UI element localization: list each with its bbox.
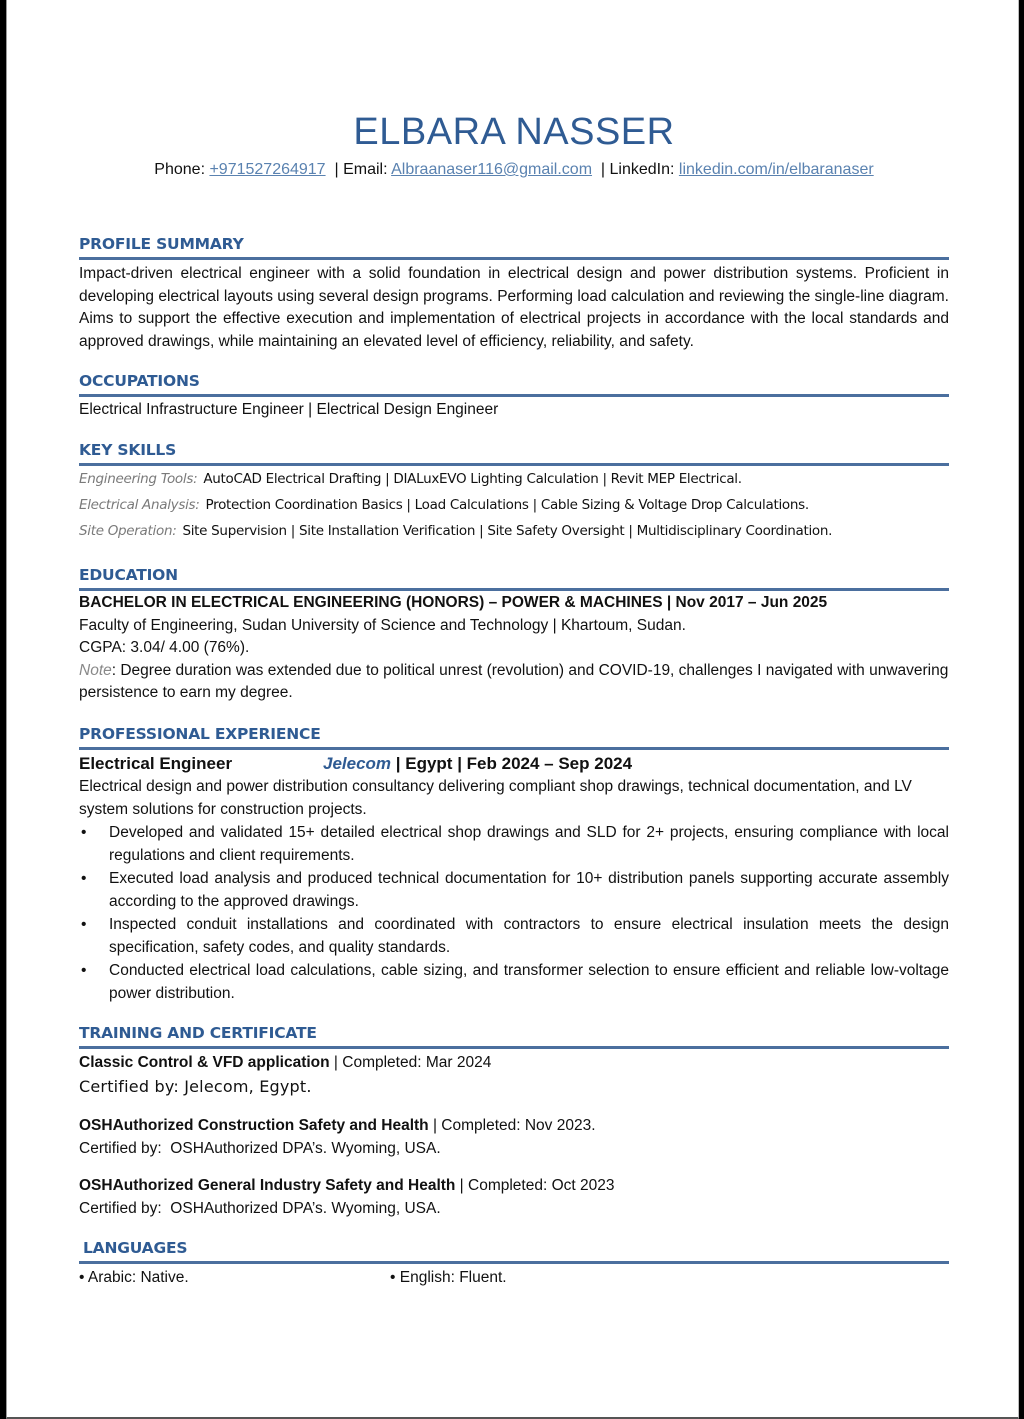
languages-list: [79, 1267, 949, 1291]
note-text: : Degree duration was extended due to political unrest (revolution) and COVID-19, challenges I navigated with unwavering persistence to earn my degree.: [79, 661, 949, 701]
bullet-icon: •: [81, 824, 87, 841]
section-experience: [79, 724, 949, 1005]
section-languages: [79, 1238, 949, 1291]
occupations-text: Electrical Infrastructure Engineer | Electrical Design Engineer: [79, 401, 499, 418]
linkedin-label: | LinkedIn:: [592, 161, 679, 178]
section-title: KEY SKILLS: [79, 440, 949, 466]
contact-line: [79, 160, 949, 180]
resume-page: [6, 0, 1019, 1419]
job-meta: | Egypt | Feb 2024 – Sep 2024: [391, 754, 633, 773]
job-company: Jelecom: [323, 754, 392, 773]
skill-row-site-operation: [79, 518, 949, 544]
job-description: Electrical design and power distribution consultancy delivering compliant shop drawings, technical documentation, and LV system solutions for construction projects.: [79, 778, 912, 818]
section-title: PROFESSIONAL EXPERIENCE: [79, 724, 949, 750]
language-text: English: Fluent.: [399, 1269, 507, 1286]
job-title: Electrical Engineer: [79, 754, 233, 773]
certificate-completed: | Completed: Mar 2024: [329, 1054, 492, 1071]
language-text: Arabic: Native.: [87, 1269, 189, 1286]
skill-value: Protection Coordination Basics | Load Calculations | Cable Sizing & Voltage Drop Calculations.: [205, 497, 809, 513]
cgpa-label: CGPA:: [79, 639, 127, 656]
job-bullet: [79, 914, 949, 959]
skill-value: Site Supervision | Site Installation Verification | Site Safety Oversight | Multidisciplinary Coordination.: [182, 523, 833, 539]
certificate-issuer: Certified by: OSHAuthorized DPA’s. Wyoming, USA.: [79, 1200, 441, 1217]
skill-label: Engineering Tools:: [79, 471, 198, 487]
job-bullet: [79, 960, 949, 1005]
cgpa-line: [79, 637, 949, 660]
section-title: TRAINING AND CERTIFICATE: [79, 1023, 949, 1049]
job-bullet: [79, 822, 949, 867]
bullet-text: Inspected conduit installations and coordinated with contractors to ensure electrical insulation meets the design specification, safety codes, and quality standards.: [109, 916, 949, 956]
job-bullet: [79, 868, 949, 913]
section-key-skills: [79, 440, 949, 544]
note-label: Note: [79, 661, 112, 679]
certificate-completed: | Completed: Nov 2023.: [428, 1117, 596, 1134]
certificate-issuer: Certified by: Jelecom, Egypt.: [79, 1077, 312, 1096]
phone-label: Phone:: [154, 161, 210, 178]
certificate-item: [79, 1174, 949, 1220]
section-education: [79, 565, 949, 705]
section-title: OCCUPATIONS: [79, 371, 949, 397]
job-header: [79, 752, 949, 776]
certificate-issuer: Certified by: OSHAuthorized DPA’s. Wyoming, USA.: [79, 1140, 441, 1157]
skill-label: Electrical Analysis:: [79, 497, 200, 513]
certificate-item: [79, 1051, 949, 1100]
language-item-english: [390, 1267, 507, 1289]
skill-row-engineering-tools: [79, 466, 949, 492]
certificate-item: [79, 1114, 949, 1160]
bullet-text: Developed and validated 15+ detailed electrical shop drawings and SLD for 2+ projects, ensuring compliance with local regulations and client requirements.: [109, 824, 949, 864]
language-item-arabic: [79, 1267, 189, 1289]
bullet-text: Executed load analysis and produced technical documentation for 10+ distribution panels supporting accurate assembly according to the approved drawings.: [109, 870, 949, 910]
section-title: LANGUAGES: [79, 1238, 949, 1264]
certificate-header: [79, 1114, 949, 1137]
email-label: | Email:: [325, 161, 392, 178]
bullet-icon: •: [81, 870, 87, 887]
note-line: [79, 660, 949, 705]
section-profile-summary: [79, 234, 949, 353]
degree-line: BACHELOR IN ELECTRICAL ENGINEERING (HONORS) – POWER & MACHINES | Nov 2017 – Jun 2025: [79, 594, 828, 611]
profile-summary-text: Impact-driven electrical engineer with a solid foundation in electrical design and power distribution systems. Proficient in developing electrical layouts using several design programs. Performing load calculation and reviewing the single-line diagram. Aims to support the effective execution and implementation of electrical projects in accordance with the local standards and approved drawings, while maintaining an elevated level of efficiency, reliability, and safety.: [79, 265, 949, 350]
phone-link[interactable]: +971527264917: [209, 161, 326, 178]
section-training: [79, 1023, 949, 1220]
bullet-text: Conducted electrical load calculations, cable sizing, and transformer selection to ensure efficient and reliable low-voltage power distribution.: [109, 962, 949, 1002]
school-line: Faculty of Engineering, Sudan University of Science and Technology | Khartoum, Sudan.: [79, 616, 686, 634]
cgpa-value: 3.04/ 4.00 (76%).: [126, 639, 250, 656]
skill-value: AutoCAD Electrical Drafting | DIALuxEVO Lighting Calculation | Revit MEP Electrical.: [203, 471, 742, 487]
bullet-icon: •: [81, 962, 87, 979]
certificate-completed: | Completed: Oct 2023: [455, 1177, 615, 1194]
skill-row-electrical-analysis: [79, 492, 949, 518]
bullet-icon: •: [79, 1269, 85, 1286]
bullet-icon: •: [81, 916, 87, 933]
email-link[interactable]: Albraanaser116@gmail.com: [391, 161, 593, 178]
linkedin-link[interactable]: linkedin.com/in/elbaranaser: [678, 161, 874, 178]
certificate-name: OSHAuthorized Construction Safety and Health: [79, 1117, 429, 1134]
certificate-header: [79, 1174, 949, 1197]
section-title: EDUCATION: [79, 565, 949, 591]
certificate-name: Classic Control & VFD application: [79, 1054, 330, 1071]
job-bullets: [79, 822, 949, 1005]
section-title: PROFILE SUMMARY: [79, 234, 949, 260]
section-occupations: [79, 371, 949, 422]
skill-label: Site Operation:: [79, 523, 177, 539]
candidate-name: ELBARA NASSER: [353, 111, 675, 153]
certificate-name: OSHAuthorized General Industry Safety and Health: [79, 1177, 456, 1194]
bullet-icon: •: [390, 1269, 396, 1286]
certificate-header: [79, 1051, 949, 1074]
